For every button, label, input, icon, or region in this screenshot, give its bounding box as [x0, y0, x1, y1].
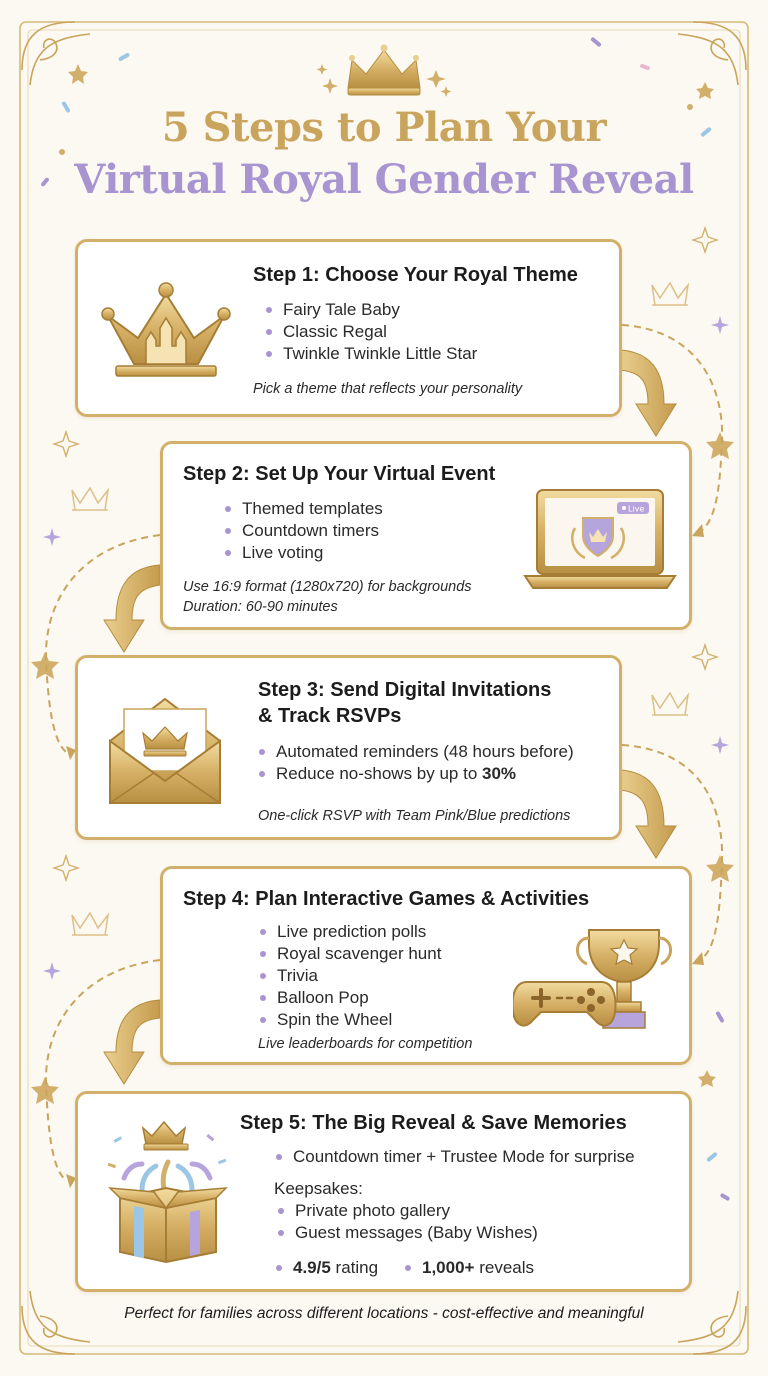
list-item: Private photo gallery [278, 1200, 538, 1222]
step-1-list [266, 299, 477, 365]
list-item [259, 763, 574, 785]
live-badge: Live [628, 504, 645, 514]
envelope-icon [106, 693, 224, 808]
step-2-card [160, 441, 692, 630]
gamepad-trophy-icon [513, 924, 673, 1034]
step-1-heading: Step 1: Choose Your Royal Theme [253, 264, 578, 286]
step-3-heading-line-2: & Track RSVPs [258, 705, 402, 727]
step-4-heading: Step 4: Plan Interactive Games & Activities [183, 888, 590, 910]
reveals-label: reveals [474, 1258, 535, 1277]
list-item: Countdown timer + Trustee Mode for surprise [276, 1146, 635, 1168]
list-item: Balloon Pop [260, 987, 441, 1009]
reduce-text: Reduce no-shows by up to [276, 764, 483, 783]
list-item: Twinkle Twinkle Little Star [266, 343, 477, 365]
list-item: Live voting [225, 542, 383, 564]
list-item: Spin the Wheel [260, 1009, 441, 1031]
step-4-list [260, 921, 441, 1031]
step-5-heading: Step 5: The Big Reveal & Save Memories [240, 1112, 627, 1134]
step-1-note: Pick a theme that reflects your personality [253, 381, 523, 397]
step-3-heading-line-1: Step 3: Send Digital Invitations [258, 679, 552, 701]
rating-stat [276, 1257, 378, 1279]
rating-value: 4.9/5 [293, 1258, 331, 1277]
reveals-value: 1,000+ [422, 1258, 475, 1277]
keepsakes-list [278, 1200, 538, 1244]
step-2-list [225, 498, 383, 564]
step-4-card [160, 866, 692, 1065]
list-item: Automated reminders (48 hours before) [259, 741, 574, 763]
list-item: Classic Regal [266, 321, 477, 343]
step-3-card [75, 655, 622, 840]
step-3-note: One-click RSVP with Team Pink/Blue predictions [258, 808, 571, 824]
list-item: Countdown timers [225, 520, 383, 542]
gift-box-icon [106, 1120, 231, 1265]
keepsakes-label: Keepsakes: [274, 1179, 363, 1198]
step-5-card [75, 1091, 692, 1292]
list-item: Themed templates [225, 498, 383, 520]
title-line-2: Virtual Royal Gender Reveal [74, 156, 694, 203]
step-2-note-duration: Duration: 60-90 minutes [183, 599, 338, 615]
list-item: Live prediction polls [260, 921, 441, 943]
step-1-card [75, 239, 622, 417]
step-2-note-format: Use 16:9 format (1280x720) for backgrounds [183, 579, 472, 595]
step-5-list [276, 1146, 635, 1168]
step-2-heading: Step 2: Set Up Your Virtual Event [183, 463, 496, 485]
list-item: Trivia [260, 965, 441, 987]
step-3-list [259, 741, 574, 785]
crown-castle-icon [96, 272, 236, 382]
rating-label: rating [330, 1258, 379, 1277]
list-item: Fairy Tale Baby [266, 299, 477, 321]
step-4-note: Live leaderboards for competition [258, 1036, 473, 1052]
footer-note: Perfect for families across different locations - cost-effective and meaningful [124, 1305, 644, 1322]
reduce-percent: 30% [482, 764, 517, 783]
reveals-stat [405, 1257, 534, 1279]
list-item: Guest messages (Baby Wishes) [278, 1222, 538, 1244]
laptop-icon [523, 484, 678, 594]
list-item: Royal scavenger hunt [260, 943, 441, 965]
title-line-1: 5 Steps to Plan Your [161, 104, 607, 151]
